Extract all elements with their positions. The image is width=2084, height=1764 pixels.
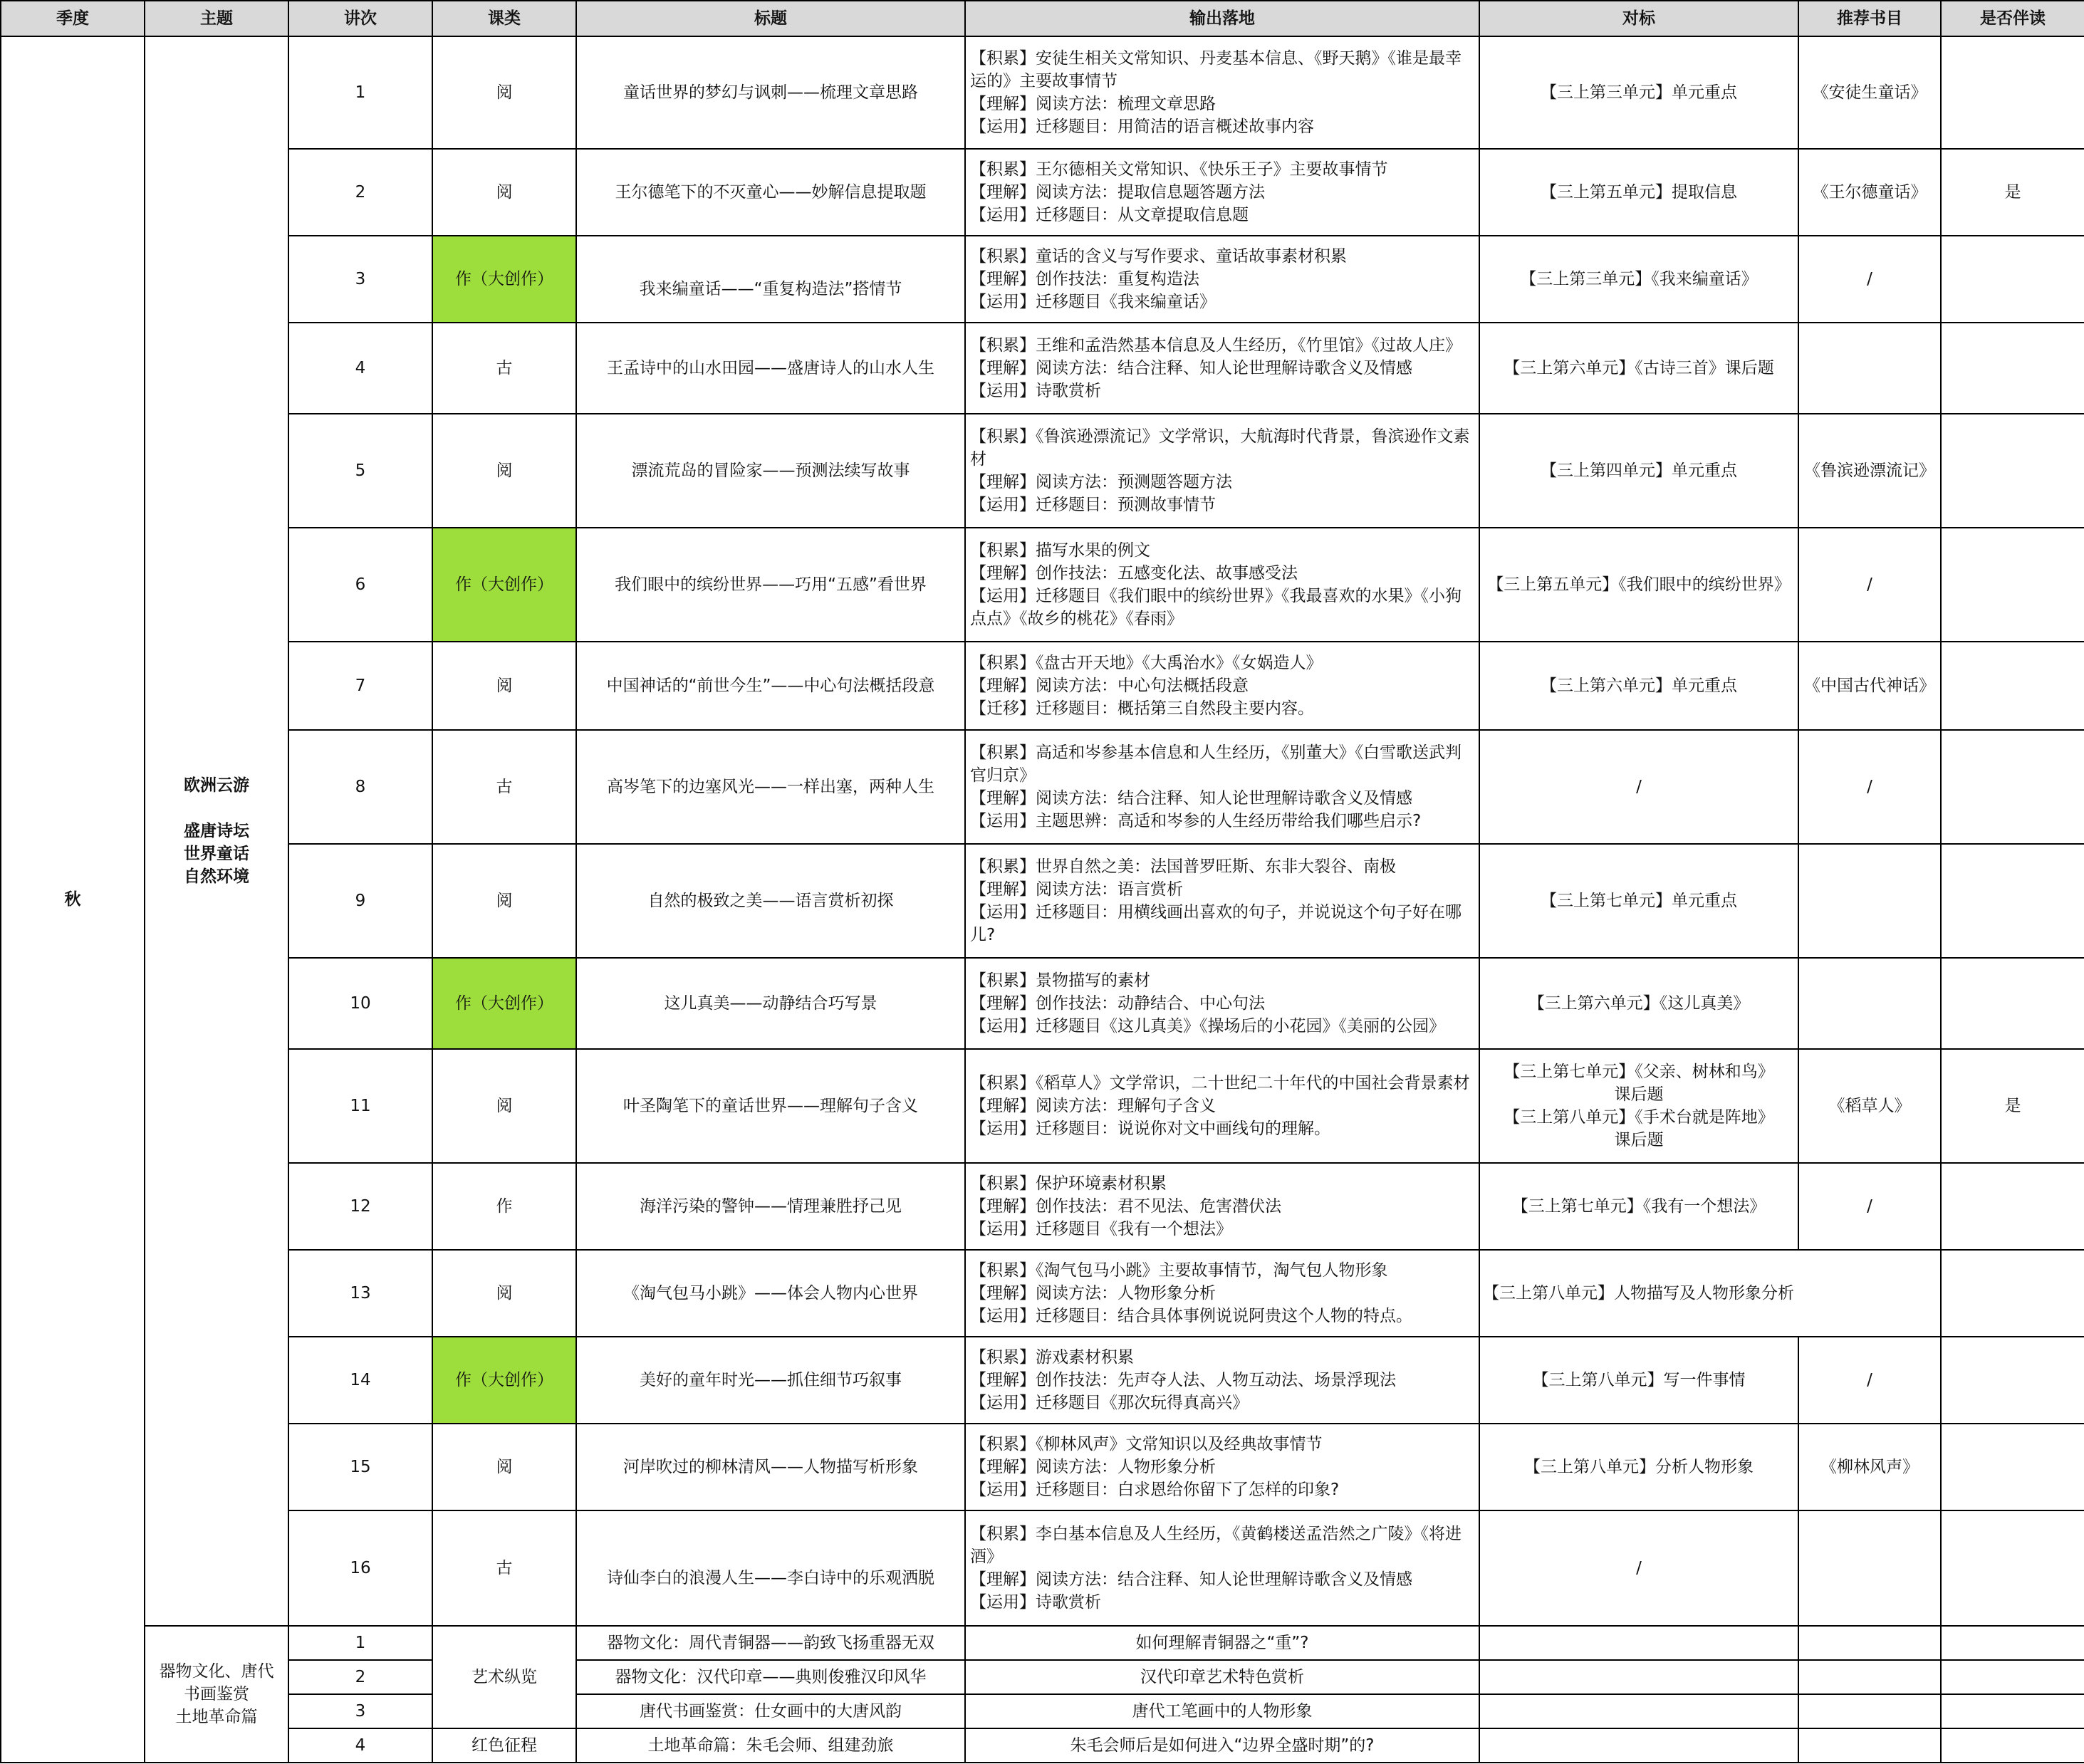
benchmark-cell: 【三上第六单元】《古诗三首》课后题 bbox=[1479, 323, 1798, 414]
book-cell: / bbox=[1798, 730, 1941, 844]
table-row bbox=[1, 958, 2084, 1049]
benchmark-cell: 【三上第八单元】人物描写及人物形象分析 bbox=[1479, 1250, 1941, 1337]
lecture-number: 11 bbox=[288, 1049, 432, 1163]
companion-cell bbox=[1941, 1510, 2084, 1626]
book-cell: 《稻草人》 bbox=[1798, 1049, 1941, 1163]
lesson-title: 中国神话的“前世今生”——中心句法概括段意 bbox=[576, 642, 965, 730]
book-cell bbox=[1798, 323, 1941, 414]
lesson-title: 河岸吹过的柳林清风——人物描写析形象 bbox=[576, 1424, 965, 1510]
book-cell bbox=[1798, 1694, 1941, 1728]
lecture-number: 3 bbox=[288, 1694, 432, 1728]
companion-cell bbox=[1941, 1728, 2084, 1763]
output-cell: 【积累】王维和孟浩然基本信息及人生经历，《竹里馆》《过故人庄》 【理解】阅读方法：结合注释、知人论世理解诗歌含义及情感 【运用】诗歌赏析 bbox=[965, 323, 1479, 414]
benchmark-cell: 【三上第四单元】单元重点 bbox=[1479, 414, 1798, 528]
companion-cell bbox=[1941, 1694, 2084, 1728]
lesson-title: 这儿真美——动静结合巧写景 bbox=[576, 958, 965, 1049]
lesson-title: 土地革命篇：朱毛会师、组建劲旅 bbox=[576, 1728, 965, 1763]
table-row bbox=[1, 844, 2084, 958]
table-row bbox=[1, 1250, 2084, 1337]
output-cell: 【积累】《淘气包马小跳》主要故事情节，淘气包人物形象 【理解】阅读方法：人物形象分析 【运用】迁移题目：结合具体事例说说阿贵这个人物的特点。 bbox=[965, 1250, 1479, 1337]
lecture-number: 12 bbox=[288, 1163, 432, 1250]
header-companion: 是否伴读 bbox=[1941, 1, 2084, 36]
course-type: 红色征程 bbox=[432, 1728, 576, 1763]
benchmark-cell: 【三上第八单元】写一件事情 bbox=[1479, 1337, 1798, 1424]
course-type: 阅 bbox=[432, 1424, 576, 1510]
lecture-number: 1 bbox=[288, 36, 432, 149]
companion-cell bbox=[1941, 642, 2084, 730]
lecture-number: 3 bbox=[288, 236, 432, 323]
companion-cell bbox=[1941, 1337, 2084, 1424]
benchmark-cell: 【三上第七单元】《我有一个想法》 bbox=[1479, 1163, 1798, 1250]
lesson-title: 叶圣陶笔下的童话世界——理解句子含义 bbox=[576, 1049, 965, 1163]
book-cell: 《柳林风声》 bbox=[1798, 1424, 1941, 1510]
book-cell bbox=[1798, 844, 1941, 958]
course-type: 作（大创作） bbox=[432, 528, 576, 642]
output-cell: 【积累】《鲁滨逊漂流记》文学常识，大航海时代背景，鲁滨逊作文素材 【理解】阅读方法：预测题答题方法 【运用】迁移题目：预测故事情节 bbox=[965, 414, 1479, 528]
output-cell: 汉代印章艺术特色赏析 bbox=[965, 1660, 1479, 1694]
output-cell: 【积累】描写水果的例文 【理解】创作技法：五感变化法、故事感受法 【运用】迁移题目《我们眼中的缤纷世界》《我最喜欢的水果》《小狗点点》《故乡的桃花》《春雨》 bbox=[965, 528, 1479, 642]
header-title: 标题 bbox=[576, 1, 965, 36]
table-row bbox=[1, 1510, 2084, 1626]
course-type: 古 bbox=[432, 323, 576, 414]
book-cell bbox=[1798, 958, 1941, 1049]
benchmark-cell bbox=[1479, 1660, 1798, 1694]
benchmark-cell: 【三上第五单元】《我们眼中的缤纷世界》 bbox=[1479, 528, 1798, 642]
output-cell: 【积累】王尔德相关文常知识、《快乐王子》主要故事情节 【理解】阅读方法：提取信息题答题方法 【运用】迁移题目：从文章提取信息题 bbox=[965, 149, 1479, 236]
companion-cell bbox=[1941, 414, 2084, 528]
lesson-title: 我们眼中的缤纷世界——巧用“五感”看世界 bbox=[576, 528, 965, 642]
lecture-number: 16 bbox=[288, 1510, 432, 1626]
table-row bbox=[1, 1163, 2084, 1250]
lecture-number: 13 bbox=[288, 1250, 432, 1337]
table-row bbox=[1, 1626, 2084, 1660]
benchmark-cell: 【三上第六单元】《这儿真美》 bbox=[1479, 958, 1798, 1049]
course-type: 阅 bbox=[432, 149, 576, 236]
output-cell: 【积累】《盘古开天地》《大禹治水》《女娲造人》 【理解】阅读方法：中心句法概括段意 【迁移】迁移题目：概括第三自然段主要内容。 bbox=[965, 642, 1479, 730]
lesson-title: 漂流荒岛的冒险家——预测法续写故事 bbox=[576, 414, 965, 528]
lecture-number: 8 bbox=[288, 730, 432, 844]
header-row bbox=[1, 1, 2084, 36]
table-row bbox=[1, 642, 2084, 730]
book-cell bbox=[1798, 1660, 1941, 1694]
lesson-title: 自然的极致之美——语言赏析初探 bbox=[576, 844, 965, 958]
course-type: 作（大创作） bbox=[432, 236, 576, 323]
book-cell: 《鲁滨逊漂流记》 bbox=[1798, 414, 1941, 528]
output-cell: 【积累】《稻草人》文学常识，二十世纪二十年代的中国社会背景素材 【理解】阅读方法：理解句子含义 【运用】迁移题目：说说你对文中画线句的理解。 bbox=[965, 1049, 1479, 1163]
benchmark-cell: / bbox=[1479, 730, 1798, 844]
companion-cell bbox=[1941, 528, 2084, 642]
output-cell: 【积累】世界自然之美：法国普罗旺斯、东非大裂谷、南极 【理解】阅读方法：语言赏析 【运用】迁移题目：用横线画出喜欢的句子，并说说这个句子好在哪儿? bbox=[965, 844, 1479, 958]
book-cell bbox=[1798, 1510, 1941, 1626]
book-cell bbox=[1798, 1728, 1941, 1763]
benchmark-cell: 【三上第三单元】单元重点 bbox=[1479, 36, 1798, 149]
lecture-number: 4 bbox=[288, 323, 432, 414]
companion-cell bbox=[1941, 958, 2084, 1049]
benchmark-cell: 【三上第六单元】单元重点 bbox=[1479, 642, 1798, 730]
course-type: 作（大创作） bbox=[432, 958, 576, 1049]
course-type: 阅 bbox=[432, 844, 576, 958]
course-type: 阅 bbox=[432, 414, 576, 528]
header-season: 季度 bbox=[1, 1, 145, 36]
companion-cell bbox=[1941, 323, 2084, 414]
course-type: 阅 bbox=[432, 36, 576, 149]
lecture-number: 10 bbox=[288, 958, 432, 1049]
companion-cell bbox=[1941, 1424, 2084, 1510]
companion-cell bbox=[1941, 1660, 2084, 1694]
lesson-title: 海洋污染的警钟——情理兼胜抒己见 bbox=[576, 1163, 965, 1250]
output-cell: 【积累】景物描写的素材 【理解】创作技法：动静结合、中心句法 【运用】迁移题目《这儿真美》《操场后的小花园》《美丽的公园》 bbox=[965, 958, 1479, 1049]
benchmark-cell: 【三上第八单元】分析人物形象 bbox=[1479, 1424, 1798, 1510]
course-type: 作（大创作） bbox=[432, 1337, 576, 1424]
book-cell: / bbox=[1798, 1337, 1941, 1424]
benchmark-cell bbox=[1479, 1626, 1798, 1660]
output-cell: 【积累】童话的含义与写作要求、童话故事素材积累 【理解】创作技法：重复构造法 【运用】迁移题目《我来编童话》 bbox=[965, 236, 1479, 323]
book-cell: / bbox=[1798, 528, 1941, 642]
header-theme: 主题 bbox=[145, 1, 288, 36]
lecture-number: 2 bbox=[288, 1660, 432, 1694]
lesson-title: 王孟诗中的山水田园——盛唐诗人的山水人生 bbox=[576, 323, 965, 414]
lesson-title: 童话世界的梦幻与讽刺——梳理文章思路 bbox=[576, 36, 965, 149]
lecture-number: 4 bbox=[288, 1728, 432, 1763]
header-type: 课类 bbox=[432, 1, 576, 36]
header-output: 输出落地 bbox=[965, 1, 1479, 36]
output-cell: 【积累】李白基本信息及人生经历，《黄鹤楼送孟浩然之广陵》《将进酒》 【理解】阅读方法：结合注释、知人论世理解诗歌含义及情感 【运用】诗歌赏析 bbox=[965, 1510, 1479, 1626]
course-type: 阅 bbox=[432, 1250, 576, 1337]
benchmark-cell: 【三上第七单元】单元重点 bbox=[1479, 844, 1798, 958]
output-cell: 【积累】游戏素材积累 【理解】创作技法：先声夺人法、人物互动法、场景浮现法 【运用】迁移题目《那次玩得真高兴》 bbox=[965, 1337, 1479, 1424]
lesson-title: 王尔德笔下的不灭童心——妙解信息提取题 bbox=[576, 149, 965, 236]
table-row bbox=[1, 1049, 2084, 1163]
output-cell: 朱毛会师后是如何进入“边界全盛时期”的? bbox=[965, 1728, 1479, 1763]
companion-cell bbox=[1941, 844, 2084, 958]
lecture-number: 5 bbox=[288, 414, 432, 528]
lecture-number: 6 bbox=[288, 528, 432, 642]
course-type: 古 bbox=[432, 730, 576, 844]
book-cell: / bbox=[1798, 1163, 1941, 1250]
lecture-number: 2 bbox=[288, 149, 432, 236]
lecture-number: 7 bbox=[288, 642, 432, 730]
lecture-number: 15 bbox=[288, 1424, 432, 1510]
table-row bbox=[1, 236, 2084, 323]
lesson-title: 唐代书画鉴赏：仕女画中的大唐风韵 bbox=[576, 1694, 965, 1728]
lesson-title: 《淘气包马小跳》——体会人物内心世界 bbox=[576, 1250, 965, 1337]
lesson-title: 美好的童年时光——抓住细节巧叙事 bbox=[576, 1337, 965, 1424]
course-type: 作 bbox=[432, 1163, 576, 1250]
table-row bbox=[1, 1660, 2084, 1694]
companion-cell bbox=[1941, 1626, 2084, 1660]
output-cell: 如何理解青铜器之“重”? bbox=[965, 1626, 1479, 1660]
theme-cell: 欧洲云游 盛唐诗坛 世界童话 自然环境 bbox=[145, 36, 288, 1626]
table-row bbox=[1, 1337, 2084, 1424]
output-cell: 【积累】安徒生相关文常知识、丹麦基本信息、《野天鹅》《谁是最幸运的》主要故事情节 【理解】阅读方法：梳理文章思路 【运用】迁移题目：用简洁的语言概述故事内容 bbox=[965, 36, 1479, 149]
lesson-title: 器物文化：周代青铜器——韵致飞扬重器无双 bbox=[576, 1626, 965, 1660]
output-cell: 【积累】高适和岑参基本信息和人生经历，《别董大》《白雪歌送武判官归京》 【理解】阅读方法：结合注释、知人论世理解诗歌含义及情感 【运用】主题思辨：高适和岑参的人生经历带给我们哪些启示? bbox=[965, 730, 1479, 844]
table-row bbox=[1, 730, 2084, 844]
book-cell: 《中国古代神话》 bbox=[1798, 642, 1941, 730]
benchmark-cell: / bbox=[1479, 1510, 1798, 1626]
output-cell: 唐代工笔画中的人物形象 bbox=[965, 1694, 1479, 1728]
course-type: 艺术纵览 bbox=[432, 1626, 576, 1728]
table-row bbox=[1, 1424, 2084, 1510]
table-row bbox=[1, 323, 2084, 414]
table-row bbox=[1, 528, 2084, 642]
book-cell bbox=[1798, 1626, 1941, 1660]
lesson-title: 诗仙李白的浪漫人生——李白诗中的乐观洒脱 bbox=[576, 1510, 965, 1626]
lecture-number: 9 bbox=[288, 844, 432, 958]
book-cell: 《王尔德童话》 bbox=[1798, 149, 1941, 236]
lecture-number: 14 bbox=[288, 1337, 432, 1424]
header-books: 推荐书目 bbox=[1798, 1, 1941, 36]
companion-cell bbox=[1941, 36, 2084, 149]
output-cell: 【积累】保护环境素材积累 【理解】创作技法：君不见法、危害潜伏法 【运用】迁移题目《我有一个想法》 bbox=[965, 1163, 1479, 1250]
theme-cell-art: 器物文化、唐代 书画鉴赏 土地革命篇 bbox=[145, 1626, 288, 1763]
course-type: 古 bbox=[432, 1510, 576, 1626]
course-type: 阅 bbox=[432, 1049, 576, 1163]
companion-cell bbox=[1941, 1250, 2084, 1337]
header-benchmark: 对标 bbox=[1479, 1, 1798, 36]
companion-cell bbox=[1941, 730, 2084, 844]
output-cell: 【积累】《柳林风声》文常知识以及经典故事情节 【理解】阅读方法：人物形象分析 【运用】迁移题目：白求恩给你留下了怎样的印象? bbox=[965, 1424, 1479, 1510]
table-row bbox=[1, 1694, 2084, 1728]
lesson-title: 器物文化：汉代印章——典则俊雅汉印风华 bbox=[576, 1660, 965, 1694]
course-type: 阅 bbox=[432, 642, 576, 730]
companion-cell: 是 bbox=[1941, 1049, 2084, 1163]
book-cell: / bbox=[1798, 236, 1941, 323]
benchmark-cell: 【三上第五单元】提取信息 bbox=[1479, 149, 1798, 236]
benchmark-cell: 【三上第七单元】《父亲、树林和鸟》 课后题 【三上第八单元】《手术台就是阵地》 课后题 bbox=[1479, 1049, 1798, 1163]
lesson-title: 高岑笔下的边塞风光——一样出塞，两种人生 bbox=[576, 730, 965, 844]
lesson-title: 我来编童话——“重复构造法”搭情节 bbox=[576, 236, 965, 323]
benchmark-cell bbox=[1479, 1728, 1798, 1763]
table-row bbox=[1, 1728, 2084, 1763]
table-row bbox=[1, 149, 2084, 236]
table-row bbox=[1, 414, 2084, 528]
lecture-number: 1 bbox=[288, 1626, 432, 1660]
companion-cell bbox=[1941, 1163, 2084, 1250]
companion-cell bbox=[1941, 236, 2084, 323]
companion-cell: 是 bbox=[1941, 149, 2084, 236]
benchmark-cell: 【三上第三单元】《我来编童话》 bbox=[1479, 236, 1798, 323]
benchmark-cell bbox=[1479, 1694, 1798, 1728]
season-cell: 秋 bbox=[1, 36, 145, 1763]
header-lecture: 讲次 bbox=[288, 1, 432, 36]
book-cell: 《安徒生童话》 bbox=[1798, 36, 1941, 149]
table-row bbox=[1, 36, 2084, 149]
